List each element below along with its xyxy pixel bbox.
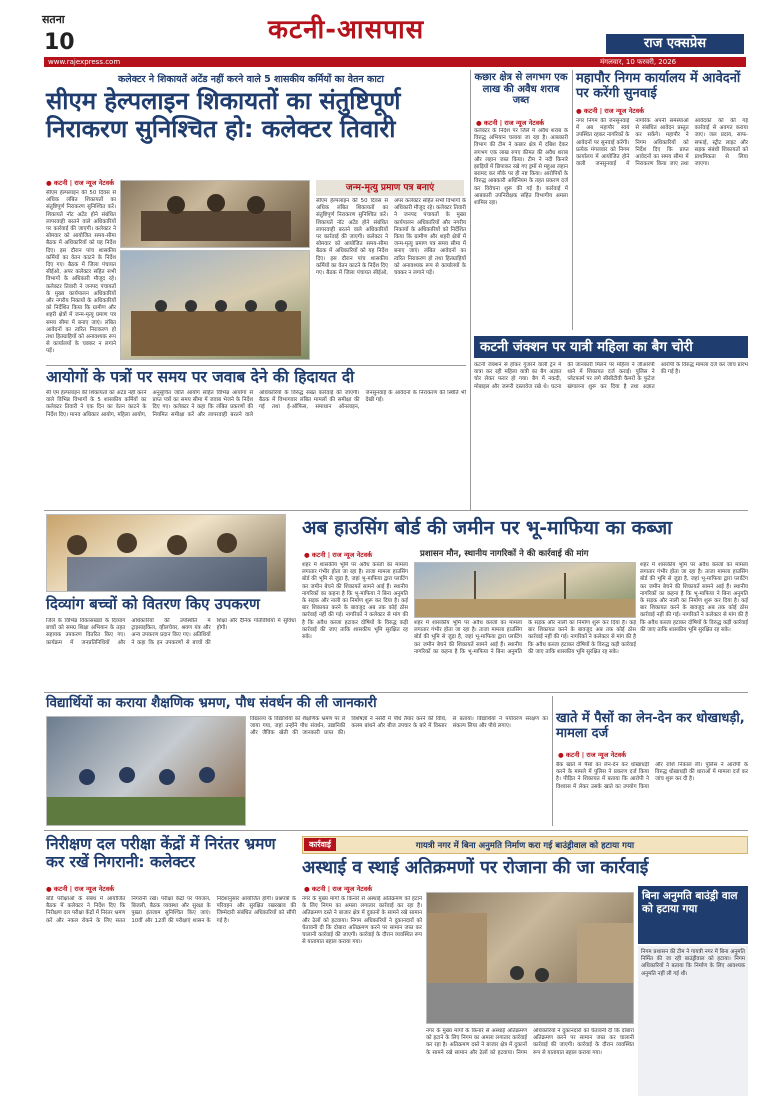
story11-ribbon: गायत्री नगर में बिना अनुमति निर्माण करा गई बाउंड्रीवाल को हटाया गया — [302, 836, 748, 854]
story1-text-col1: सीएम हेल्पलाइन की 50 दिवस से अधिक लंबित शिकायतों का संतुष्टिपूर्ण निराकरण सुनिश्चित करें। शिकायतें नॉट अटेंड होने संबंधित लापरवाही बरतने वाले अधिकारियों पर कार्रवाई की जाएगी। कलेक्टर ने सोमवार को आयोजित समय-सीमा बैठक में अधिकारियों को यह निर्देश दिए। इस दौरान पांच शासकीय कर्मियों का वेतन काटने के निर्देश दिए गए। बैठक में जिला पंचायत सीईओ, अपर कलेक्टर सहित सभी विभागों के अधिकारी मौजूद रहे। कलेक्टर तिवारी ने जनपद पंचायतों के मुख्य कार्यपालन अधिकारियों और नगरीय निकायों के अधिकारियों को निर्देशित किया कि ग्रामीण और शहरी क्षेत्रों में जन्म-मृत्यु प्रमाण पत्र समय सीमा में बनाए जाएं। लंबित आवेदनों का त्वरित निराकरण हो तथा हितग्राहियों को अनावश्यक रूप से कार्यालयों के चक्कर न लगाने पड़ें। — [46, 190, 116, 355]
story7-photo — [46, 514, 286, 592]
column-divider — [470, 70, 471, 510]
story3-text: कलेक्टर के निर्देश पर जिले में अवैध शराब के विरुद्ध अभियान चलाया जा रहा है। आबकारी विभाग की टीम ने कछार क्षेत्र में दबिश देकर लगभग एक लाख रुपए कीमत की अवैध शराब और लहान जब्त किया। टीम ने नदी किनारे झाड़ियों में छिपाकर रखे गए ड्रमों से महुआ लहान बरामद कर मौके पर ही नष्ट किया। आरोपियों के विरुद्ध आबकारी अधिनियम के तहत प्रकरण दर्ज कर विवेचना शुरू की गई है। कार्रवाई में आबकारी उपनिरीक्षक सहित विभागीय अमला शामिल रहा। — [474, 128, 568, 207]
story3-headline: कछार क्षेत्र से लगभग एक लाख की अवैध शराब जब्त — [474, 72, 568, 106]
story8-headline: विद्यार्थियों का कराया शैक्षणिक भ्रमण, पौध संवर्धन की ली जानकारी — [46, 695, 377, 711]
story11-photo — [426, 892, 634, 1024]
story7-text: जिले के विभिन्न विकासखंडों के दिव्यांग बच्चों को समग्र शिक्षा अभियान के तहत सहायक उपकरण वितरित किए गए। कार्यक्रम में जनप्रतिनिधियों और अधिकारियों की उपस्थिति में ट्राइसाइकिल, व्हीलचेयर, श्रवण यंत्र और अन्य उपकरण प्रदान किए गए। अतिथियों ने कहा कि इन उपकरणों से बच्चों की शिक्षा और दैनिक गतिविधियों में सुविधा होगी। — [46, 618, 296, 646]
story4-headline: महापौर निगम कार्यालय में आवेदनों पर करेंगी सुनवाई — [576, 71, 741, 101]
story10-byline: ● कटनी | राज न्यूज नेटवर्क — [46, 885, 115, 893]
page-number: 10 — [44, 30, 75, 55]
story6-photo — [414, 562, 636, 618]
story1-text-col2: सीएम हेल्पलाइन की 50 दिवस से अधिक लंबित शिकायतों का संतुष्टिपूर्ण निराकरण सुनिश्चित करें। शिकायतें नॉट अटेंड होने संबंधित लापरवाही बरतने वाले अधिकारियों पर कार्रवाई की जाएगी। कलेक्टर ने सोमवार को आयोजित समय-सीमा बैठक में अधिकारियों को यह निर्देश दिए। इस दौरान पांच शासकीय कर्मियों का वेतन काटने के निर्देश दिए गए। बैठक में जिला पंचायत सीईओ, अपर कलेक्टर सहित सभी विभागों के अधिकारी मौजूद रहे। कलेक्टर तिवारी ने जनपद पंचायतों के मुख्य कार्यपालन अधिकारियों और नगरीय निकायों के अधिकारियों को निर्देशित किया कि ग्रामीण और शहरी क्षेत्रों में जन्म-मृत्यु प्रमाण पत्र समय सीमा में बनाए जाएं। लंबित आवेदनों का त्वरित निराकरण हो तथा हितग्राहियों को अनावश्यक रूप से कार्यालयों के चक्कर न लगाने पड़ें। — [316, 198, 466, 277]
story6-byline: ● कटनी | राज न्यूज नेटवर्क — [304, 551, 373, 559]
story7-headline: दिव्यांग बच्चों को वितरण किए उपकरण — [46, 595, 260, 613]
story1-kicker: कलेक्टर ने शिकायतें अटेंड नहीं करने वाले 5 शासकीय कर्मियों का वेतन काटा — [117, 74, 385, 85]
section-title: कटनी-आसपास — [268, 15, 425, 45]
story1-photo-bottom — [120, 250, 310, 360]
story11-text-col1: नगर के मुख्य मार्गों के किनारे से अस्थाई अतिक्रमण को हटाने के लिए निगम का अमला लगातार कार्रवाई कर रहा है। अतिक्रमण दस्ते ने बाजार क्षेत्र में दुकानों के सामने रखे सामान और ठेलों को हटवाया। निगम अधिकारियों ने दुकानदारों को चेतावनी दी कि दोबारा अतिक्रमण करने पर सामान जब्त कर चालानी कार्रवाई की जाएगी। कार्रवाई के दौरान व्यवस्थित रूप से यातायात बहाल कराया गया। — [302, 896, 422, 946]
street-photo-icon — [427, 893, 634, 1024]
story12-text: निगम प्रशासन की टीम ने गायत्री नगर में बिना अनुमति निर्मित की जा रही बाउंड्रीवाल को हटाया। निगम अधिकारियों ने बताया कि निर्माण के लिए आवश्यक अनुमति नहीं ली गई थी। — [638, 946, 748, 1096]
story2-text: सी एम हेल्पलाइन की शिकायतों को अटेंड नहीं करने वाले विभिन्न विभागों के 5 शासकीय कर्मियों का कलेक्टर तिवारी ने एक दिन का वेतन काटने के निर्देश दिए। मानव अधिकार आयोग, महिला आयोग, अनुसूचित जाति आयोग सहित विभिन्न आयोगों से प्राप्त पत्रों का समय सीमा में जवाब भेजने के निर्देश दिए गए। कलेक्टर ने कहा कि लंबित प्रकरणों की नियमित समीक्षा करें और लापरवाही बरतने वाले अधिकारियों के विरुद्ध सख्त कार्रवाई की जाएगी। बैठक में विभागवार लंबित मामलों की समीक्षा की गई तथा ई-ऑफिस, समाधान ऑनलाइन, जनसुनवाई के आवेदनों के निराकरण की स्थिति भी देखी गई। — [46, 390, 466, 418]
event-photo-icon — [47, 515, 286, 592]
story1-headline: सीएम हेल्पलाइन शिकायतों का संतुष्टिपूर्ण निराकरण सुनिश्चित हो: कलेक्टर तिवारी — [46, 87, 401, 143]
section-divider — [44, 510, 748, 511]
story12-headline: बिना अनुमति बाउंड्री वाल को हटाया गया — [638, 886, 748, 944]
meeting-photo-icon — [121, 181, 310, 248]
hall-photo-icon — [121, 251, 310, 360]
story9-byline: ● कटनी | राज न्यूज नेटवर्क — [558, 751, 627, 759]
story3-byline: ● कटनी | राज न्यूज नेटवर्क — [476, 119, 545, 127]
story9-text: बैंक खाते में पैसों का लेन-देन कर धोखाधड़ी करने के मामले में पुलिस ने प्रकरण दर्ज किया है। पीड़ित ने शिकायत में बताया कि आरोपी ने विश्वास में लेकर उसके खाते का उपयोग किया और राशि निकाल ली। पुलिस ने आरोपी के विरुद्ध धोखाधड़ी की धाराओं में मामला दर्ज कर जांच शुरू कर दी है। — [556, 762, 748, 790]
story6-text-col1: शहर में शासकीय भूमि पर अवैध कब्जों का मामला लगातार गंभीर होता जा रहा है। ताजा मामला हाउसिंग बोर्ड की भूमि से जुड़ा है, जहां भू-माफिया द्वारा प्लाटिंग कर जमीन बेचने की शिकायतें सामने आई हैं। स्थानीय नागरिकों का कहना है कि भू-माफिया ने बिना अनुमति के सड़क और नाली का निर्माण शुरू कर दिया है। कई बार शिकायत करने के बावजूद अब तक कोई ठोस कार्रवाई नहीं की गई। नागरिकों ने कलेक्टर से मांग की है कि अवैध कब्जा हटाकर दोषियों के विरुद्ध कड़ी कार्रवाई की जाए ताकि शासकीय भूमि सुरक्षित रह सके। — [302, 562, 408, 641]
story10-text: बोर्ड परीक्षाओं के संबंध में आयोजित बैठक में कलेक्टर ने निर्देश दिए कि निरीक्षण दल परीक्षा केंद्रों में निरंतर भ्रमण करें और नकल रोकने के लिए सतत निगरानी रखें। परीक्षा केंद्रों पर पेयजल, बिजली, बैठक व्यवस्था और सुरक्षा के पुख्ता इंतजाम सुनिश्चित किए जाएं। 10वीं और 12वीं की परीक्षाएं शासन के निर्देशानुसार आयोजित होंगी। प्रश्नपत्रों के परिवहन और सुरक्षित रखरखाव की जिम्मेदारी संबंधित अधिकारियों को सौंपी गई है। — [46, 896, 296, 924]
story1-photo-top — [120, 180, 310, 248]
story11-byline: ● कटनी | राज न्यूज नेटवर्क — [304, 885, 373, 893]
column-divider-3 — [552, 696, 553, 826]
story10-headline: निरीक्षण दल परीक्षा केंद्रों में निरंतर भ्रमण कर रखें निगरानी: कलेक्टर — [46, 835, 276, 871]
story6-deck: प्रशासन मौन, स्थानीय नागरिकों ने की कार्रवाई की मांग — [420, 549, 589, 559]
issue-date: मंगलवार, 10 फरवरी, 2026 — [600, 58, 677, 66]
story1-byline: ● कटनी | राज न्यूज नेटवर्क — [46, 179, 115, 187]
story11-tag: कार्रवाई — [304, 838, 336, 851]
story8-text: विद्यालय के विद्यार्थियों को शैक्षणिक भ्रमण पर ले जाया गया, जहां उन्होंने पौध संवर्धन, उद्यानिकी और जैविक खेती की जानकारी प्राप्त की। विशेषज्ञों ने नर्सरी में पौधे तैयार करने की विधि, कलम बांधने और बीज उपचार के बारे में विस्तार से बताया। विद्यार्थियों ने पर्यावरण संरक्षण का संकल्प लिया और पौधे लगाए। — [250, 716, 548, 737]
story6-text-col2: शहर में शासकीय भूमि पर अवैध कब्जों का मामला लगातार गंभीर होता जा रहा है। ताजा मामला हाउसिंग बोर्ड की भूमि से जुड़ा है, जहां भू-माफिया द्वारा प्लाटिंग कर जमीन बेचने की शिकायतें सामने आई हैं। स्थानीय नागरिकों का कहना है कि भू-माफिया ने बिना अनुमति के सड़क और नाली का निर्माण शुरू कर दिया है। कई बार शिकायत करने के बावजूद अब तक कोई ठोस कार्रवाई नहीं की गई। नागरिकों ने कलेक्टर से मांग की है कि अवैध कब्जा हटाकर दोषियों के विरुद्ध कड़ी कार्रवाई की जाए ताकि शासकीय भूमि सुरक्षित रह सके। — [414, 620, 636, 655]
story1-box-title: जन्म-मृत्यु प्रमाण पत्र बनाएं — [316, 180, 464, 196]
story4-byline: ● कटनी | राज न्यूज नेटवर्क — [576, 107, 645, 115]
story11-text-col2: नगर के मुख्य मार्गों के किनारे से अस्थाई अतिक्रमण को हटाने के लिए निगम का अमला लगातार कार्रवाई कर रहा है। अतिक्रमण दस्ते ने बाजार क्षेत्र में दुकानों के सामने रखे सामान और ठेलों को हटवाया। निगम अधिकारियों ने दुकानदारों को चेतावनी दी कि दोबारा अतिक्रमण करने पर सामान जब्त कर चालानी कार्रवाई की जाएगी। कार्रवाई के दौरान व्यवस्थित रूप से यातायात बहाल कराया गया। — [426, 1028, 634, 1056]
page-header — [0, 0, 778, 66]
students-photo-icon — [47, 717, 246, 826]
story9-headline: खाते में पैसों का लेन-देन कर धोखाधड़ी, मामला दर्ज — [556, 711, 745, 741]
story8-photo — [46, 716, 246, 826]
section-divider-3 — [44, 830, 748, 831]
column-divider-2 — [572, 70, 573, 330]
story6-headline: अब हाउसिंग बोर्ड की जमीन पर भू-माफिया का कब्जा — [302, 517, 673, 539]
story5-headline: कटनी जंक्शन पर यात्री महिला का बैग चोरी — [474, 336, 748, 358]
story2-headline: आयोगों के पत्रों पर समय पर जवाब देने की हिदायत दी — [46, 365, 466, 387]
brand-logo: राज एक्सप्रेस — [606, 34, 744, 54]
website-link[interactable]: www.rajexpress.com — [48, 58, 121, 66]
story5-text: कटनी जंक्शन से होकर गुजरने वाली ट्रेन में यात्रा कर रही महिला यात्री का बैग अज्ञात चोर लेकर फरार हो गया। बैग में नकदी, मोबाइल और जरूरी दस्तावेज रखे थे। घटना की जानकारी मिलने पर महिला ने जीआरपी थाने में शिकायत दर्ज कराई। पुलिस ने प्लेटफार्म पर लगे सीसीटीवी कैमरों के फुटेज खंगालना शुरू कर दिया है तथा अज्ञात आरोपी के विरुद्ध मामला दर्ज कर जांच प्रारंभ की गई है। — [474, 362, 748, 390]
page-label: सतना — [42, 13, 65, 26]
story11-headline: अस्थाई व स्थाई अतिक्रमणों पर रोजाना की जा कार्रवाई — [302, 858, 649, 878]
section-divider-2 — [44, 692, 748, 693]
story6-text-col3: शहर में शासकीय भूमि पर अवैध कब्जों का मामला लगातार गंभीर होता जा रहा है। ताजा मामला हाउसिंग बोर्ड की भूमि से जुड़ा है, जहां भू-माफिया द्वारा प्लाटिंग कर जमीन बेचने की शिकायतें सामने आई हैं। स्थानीय नागरिकों का कहना है कि भू-माफिया ने बिना अनुमति के सड़क और नाली का निर्माण शुरू कर दिया है। कई बार शिकायत करने के बावजूद अब तक कोई ठोस कार्रवाई नहीं की गई। नागरिकों ने कलेक्टर से मांग की है कि अवैध कब्जा हटाकर दोषियों के विरुद्ध कड़ी कार्रवाई की जाए ताकि शासकीय भूमि सुरक्षित रह सके। — [640, 562, 748, 633]
land-photo-icon — [415, 563, 636, 618]
story4-text: नगर निगम की जनसुनवाई में अब महापौर स्वयं उपस्थित रहकर नागरिकों के आवेदनों पर सुनवाई करेंगी। प्रत्येक मंगलवार को निगम कार्यालय में आयोजित होने वाली जनसुनवाई में नागरिक अपनी समस्याओं से संबंधित आवेदन प्रस्तुत कर सकेंगे। महापौर ने निगम अधिकारियों को निर्देश दिए कि प्राप्त आवेदनों का समय सीमा में निराकरण किया जाए तथा आवेदकों को की गई कार्रवाई से अवगत कराया जाए। जल प्रदाय, साफ-सफाई, स्ट्रीट लाइट और सड़क संबंधी शिकायतों को प्राथमिकता से लिया जाएगा। — [576, 118, 748, 168]
